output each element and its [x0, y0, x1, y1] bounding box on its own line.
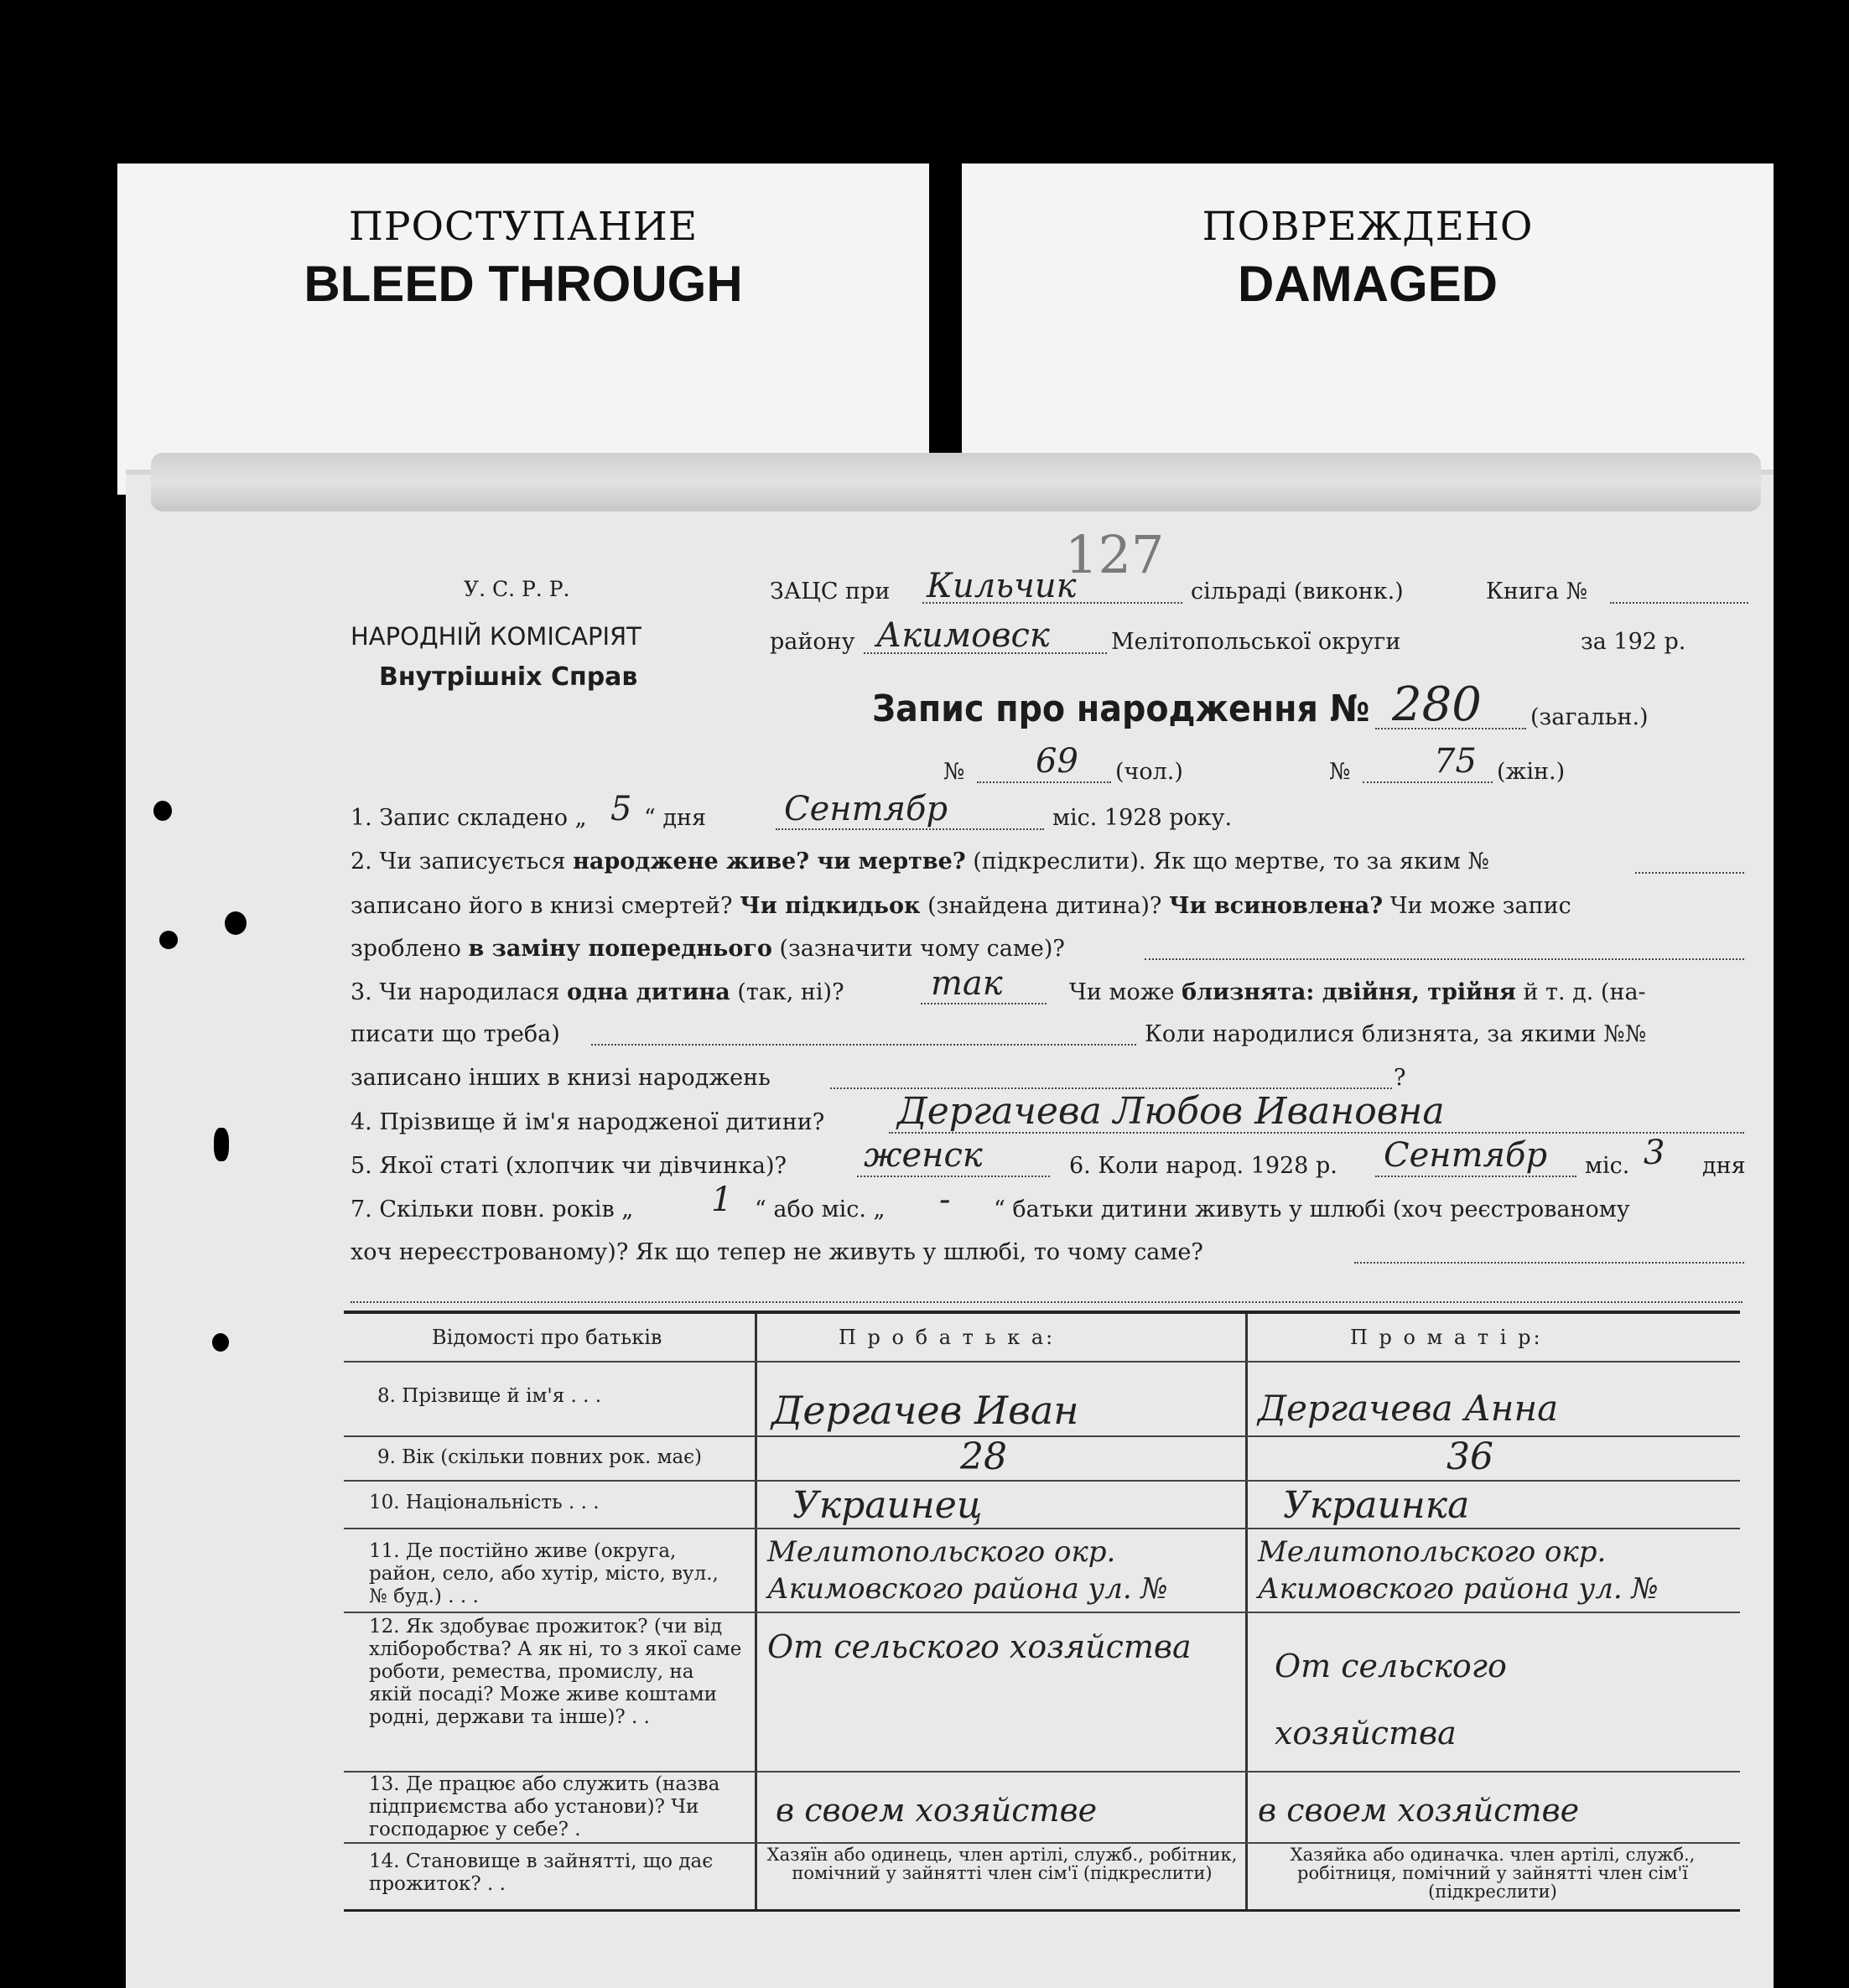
col-head-info: Відомості про батьків: [432, 1326, 662, 1349]
punch-hole: [214, 1128, 229, 1161]
table-rule: [344, 1612, 1740, 1613]
fill-line: [591, 1044, 1136, 1046]
dept-label: Внутрішніх Справ: [379, 662, 638, 692]
raion-handwritten: Акимовск: [876, 616, 1050, 655]
stamp-number: 127: [1065, 524, 1165, 585]
q1-text-c: міс. 1928 року.: [1052, 805, 1233, 831]
zags-handwritten: Кильчик: [927, 567, 1077, 605]
okruga-label: Мелітопольської округи: [1111, 629, 1401, 655]
mother-age-handwritten: 36: [1446, 1435, 1493, 1478]
male-no-label: №: [943, 759, 965, 785]
female-no-handwritten: 75: [1434, 742, 1477, 781]
table-rule: [344, 1842, 1740, 1844]
father-employment-note: Хазяїн або одинець, член артілі, служб., робітник, помічний у зайнятті член сім'ї (підкреслити): [766, 1845, 1238, 1883]
bleed-through-ru: ПРОСТУПАНИЕ: [348, 204, 699, 250]
q7-line1-b: “ або міс. „: [755, 1196, 886, 1222]
q6-dnya: дня: [1702, 1153, 1746, 1179]
raion-prefix: району: [770, 629, 855, 655]
record-number-handwritten: 280: [1392, 677, 1482, 732]
q3-line3-a: записано інших в книзі народжень: [351, 1065, 771, 1091]
fill-line: [1375, 728, 1526, 729]
q6-label: 6. Коли народ. 1928 р.: [1069, 1153, 1337, 1179]
zags-suffix: сільраді (виконк.): [1191, 579, 1404, 605]
q3-line1-tail: Чи може близнята: двійня, трійня й т. д. (на-: [1069, 979, 1646, 1005]
col-head-mother: П р о м а т і р:: [1350, 1326, 1543, 1349]
fill-line: [1145, 958, 1744, 960]
q4-label: 4. Прізвище й ім'я народженої дитини?: [351, 1109, 825, 1135]
row-label-name: 8. Прізвище й ім'я . . .: [377, 1385, 602, 1407]
punch-hole: [225, 911, 247, 935]
q3-line2-a: писати що треба): [351, 1021, 560, 1047]
male-suffix: (чол.): [1115, 759, 1183, 785]
q5-handwritten: женск: [864, 1136, 983, 1175]
q6-day-handwritten: 3: [1644, 1134, 1665, 1172]
father-livelihood-handwritten: От сельского хозяйства: [767, 1628, 1192, 1665]
fill-line: [1610, 602, 1748, 604]
q2-line3: зроблено в заміну попереднього (зазначити чому саме)?: [351, 936, 1065, 962]
row-label-livelihood: 12. Як здобуває прожиток? (чи від хліборобства? А як ні, то з якої саме роботи, ремества, промислу, на якій посаді? Може живе коштами родні, держави та інше)? . .: [369, 1616, 742, 1728]
row-label-employment: 14. Становище в зайнятті, що дає прожиток? . .: [369, 1850, 714, 1895]
q3-line2-b: Коли народилися близнята, за якими №№: [1145, 1021, 1647, 1047]
q1-text-b: “ дня: [644, 805, 707, 831]
fill-line: [351, 1301, 1743, 1303]
q2-line2: записано його в книзі смертей? Чи підкидьок (знайдена дитина)? Чи всиновлена? Чи може запис: [351, 893, 1571, 919]
table-rule: [344, 1480, 1740, 1482]
row-label-residence: 11. Де постійно живе (округа, район, село, або хутір, місто, вул., № буд.) . . .: [369, 1540, 719, 1607]
fill-line: [1375, 1176, 1576, 1177]
fill-line: [977, 781, 1111, 783]
damaged-card: [962, 164, 1774, 495]
q3-handwritten: так: [931, 964, 1003, 1003]
fill-line: [864, 652, 1107, 654]
parents-table: [344, 1311, 1740, 1912]
q7-line2: хоч нереєстрованому)? Як що тепер не живуть у шлюбі, то чому саме?: [351, 1239, 1203, 1265]
father-name-handwritten: Дергачев Иван: [771, 1388, 1079, 1433]
q7-years-handwritten: 1: [711, 1181, 733, 1219]
q3-line1: 3. Чи народилася одна дитина (так, ні)?: [351, 979, 844, 1005]
father-workplace-handwritten: в своем хозяйстве: [776, 1792, 1098, 1829]
punch-hole: [159, 931, 178, 949]
mother-employment-note: Хазяйка або одиначка. член артілі, служб., робітниця, помічний у зайнятті член сім'ї (підкреслити): [1290, 1845, 1696, 1902]
damaged-en: DAMAGED: [1238, 256, 1498, 312]
table-rule: [344, 1361, 1740, 1363]
q6-month-handwritten: Сентябр: [1384, 1136, 1548, 1175]
book-label: Книга №: [1486, 579, 1588, 605]
row-label-workplace: 13. Де працює або служить (назва підприємства або установи)? Чи господарює у себе? .: [369, 1773, 720, 1840]
fill-line: [830, 1087, 1392, 1089]
row-label-age: 9. Вік (скільки повних рок. має): [377, 1446, 703, 1468]
q3-line3-b: ?: [1394, 1065, 1406, 1091]
q1-month-handwritten: Сентябр: [784, 790, 948, 828]
table-rule: [344, 1435, 1740, 1437]
mother-workplace-handwritten: в своем хозяйстве: [1258, 1792, 1580, 1829]
year-label: за 192 р.: [1581, 629, 1686, 655]
mother-residence-handwritten: Мелитопольского окр. Акимовского района ул. №: [1258, 1535, 1659, 1606]
record-title: Запис про народження №: [872, 688, 1370, 730]
female-suffix: (жін.): [1497, 759, 1566, 785]
bleed-through-card: [117, 164, 929, 495]
father-nationality-handwritten: Украинец: [792, 1484, 983, 1527]
punch-hole: [153, 801, 172, 821]
q4-handwritten: Дергачева Любов Ивановна: [897, 1090, 1445, 1133]
male-no-handwritten: 69: [1036, 742, 1078, 781]
mother-livelihood-handwritten: От сельского хозяйства: [1275, 1648, 1507, 1752]
q2-line1: 2. Чи записується народжене живе? чи мертве? (підкреслити). Як що мертве, то за яким №: [351, 849, 1490, 875]
mother-nationality-handwritten: Украинка: [1283, 1484, 1470, 1527]
q1-day-handwritten: 5: [610, 790, 632, 828]
fill-line: [1635, 872, 1744, 874]
fill-line: [857, 1176, 1050, 1177]
zags-prefix: ЗАЦС при: [770, 579, 891, 605]
father-residence-handwritten: Мелитопольского окр. Акимовского района ул. №: [767, 1535, 1168, 1606]
fill-line: [922, 602, 1182, 604]
q5-label: 5. Якої статі (хлопчик чи дівчинка)?: [351, 1153, 787, 1179]
commissariat-label: НАРОДНІЙ КОМІСАРІЯТ: [351, 622, 641, 651]
q7-line1-c: “ батьки дитини живуть у шлюбі (хоч реєстрованому: [994, 1196, 1630, 1222]
q7-months-handwritten: -: [939, 1181, 951, 1219]
q1-text-a: 1. Запис складено „: [351, 805, 587, 831]
fill-line: [921, 1003, 1047, 1004]
bleed-through-en: BLEED THROUGH: [304, 256, 743, 312]
fill-line: [1363, 781, 1493, 783]
usrr-label: У. С. Р. Р.: [464, 577, 570, 601]
punch-hole: [212, 1333, 229, 1352]
fill-line: [776, 828, 1044, 830]
mother-name-handwritten: Дергачева Анна: [1258, 1388, 1559, 1429]
row-label-nationality: 10. Національність . . .: [369, 1492, 600, 1513]
general-label: (загальн.): [1530, 704, 1649, 730]
father-age-handwritten: 28: [960, 1435, 1007, 1478]
damaged-tape-edge: [151, 453, 1761, 511]
table-rule: [344, 1528, 1740, 1529]
fill-line: [1354, 1262, 1744, 1264]
fill-line: [889, 1132, 1744, 1134]
col-head-father: П р о б а т ь к а:: [839, 1326, 1056, 1349]
female-no-label: №: [1329, 759, 1351, 785]
q7-line1-a: 7. Скільки повн. років „: [351, 1196, 634, 1222]
table-rule: [344, 1771, 1740, 1773]
damaged-ru: ПОВРЕЖДЕНО: [1202, 204, 1534, 250]
q6-mis: міс.: [1585, 1153, 1630, 1179]
